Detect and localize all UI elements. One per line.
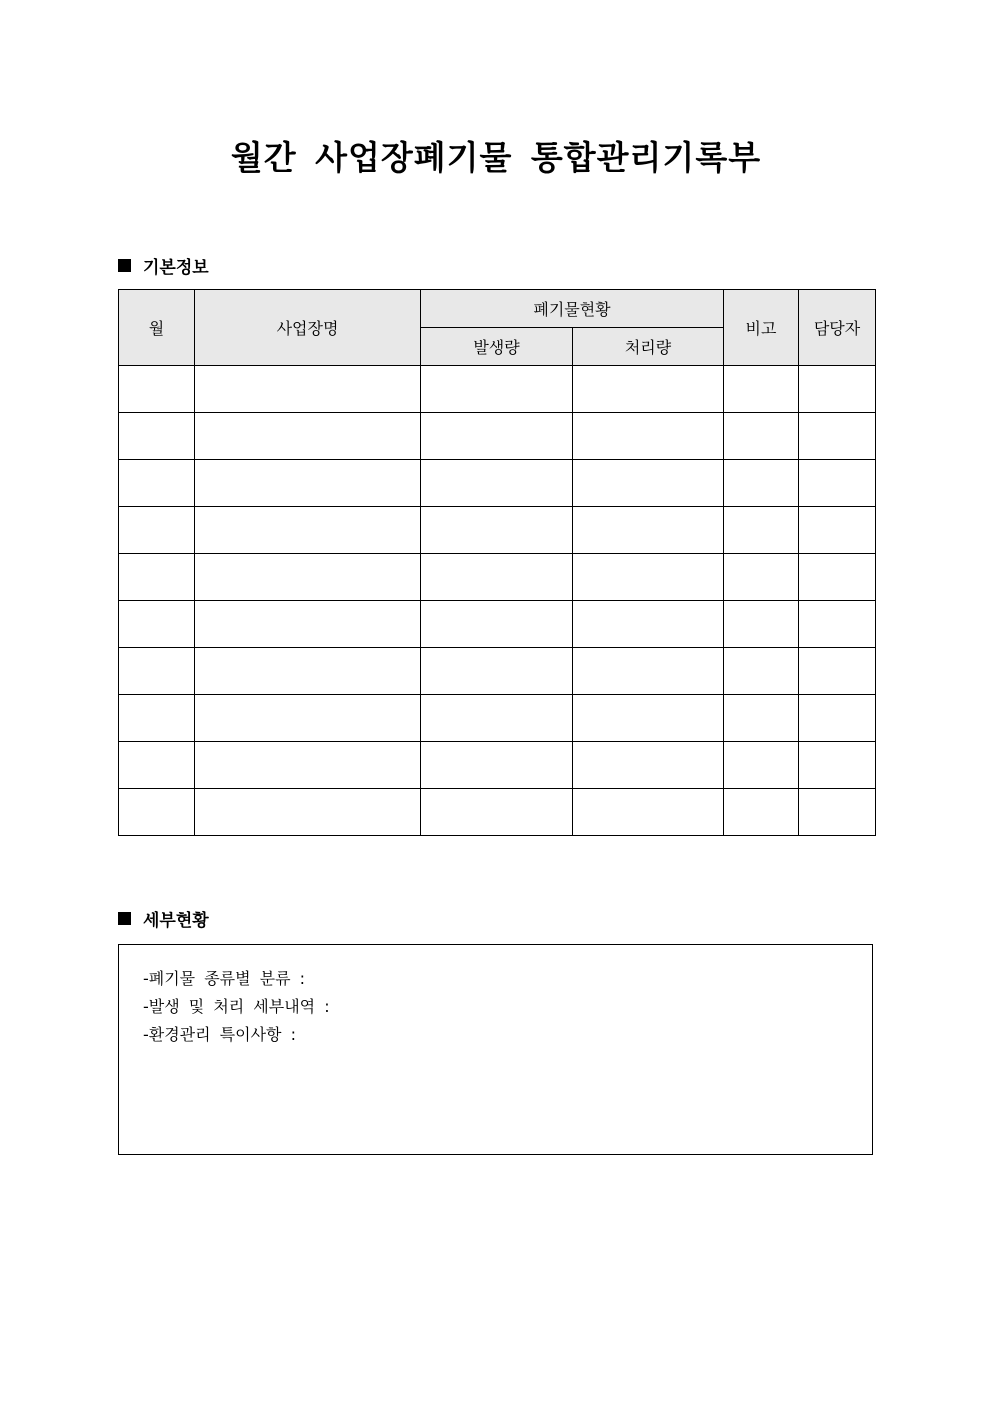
cell-month[interactable]: [119, 601, 195, 648]
cell-generated[interactable]: [421, 648, 573, 695]
cell-manager[interactable]: [799, 695, 876, 742]
cell-remarks[interactable]: [724, 507, 799, 554]
cell-remarks[interactable]: [724, 648, 799, 695]
basic-info-heading-label: 기본정보: [143, 258, 209, 278]
cell-remarks[interactable]: [724, 554, 799, 601]
table-row: [119, 366, 876, 413]
cell-processed[interactable]: [573, 366, 724, 413]
cell-processed[interactable]: [573, 695, 724, 742]
header-site-name: 사업장명: [195, 290, 421, 366]
cell-processed[interactable]: [573, 507, 724, 554]
header-waste-status: 폐기물현황: [421, 290, 724, 328]
table-row: [119, 695, 876, 742]
table-row: [119, 601, 876, 648]
cell-manager[interactable]: [799, 460, 876, 507]
cell-site-name[interactable]: [195, 366, 421, 413]
details-line-environmental-notes: -환경관리 특이사항 :: [143, 1025, 296, 1044]
cell-generated[interactable]: [421, 742, 573, 789]
cell-generated[interactable]: [421, 695, 573, 742]
cell-site-name[interactable]: [195, 413, 421, 460]
header-month: 월: [119, 290, 195, 366]
cell-remarks[interactable]: [724, 789, 799, 836]
cell-processed[interactable]: [573, 789, 724, 836]
cell-remarks[interactable]: [724, 413, 799, 460]
cell-generated[interactable]: [421, 366, 573, 413]
cell-manager[interactable]: [799, 554, 876, 601]
cell-manager[interactable]: [799, 601, 876, 648]
table-row: [119, 648, 876, 695]
header-remarks: 비고: [724, 290, 799, 366]
cell-manager[interactable]: [799, 413, 876, 460]
cell-month[interactable]: [119, 366, 195, 413]
cell-site-name[interactable]: [195, 554, 421, 601]
cell-processed[interactable]: [573, 460, 724, 507]
table-row: [119, 742, 876, 789]
cell-site-name[interactable]: [195, 648, 421, 695]
cell-remarks[interactable]: [724, 366, 799, 413]
details-line-waste-classification: -폐기물 종류별 분류 :: [143, 969, 306, 988]
cell-month[interactable]: [119, 554, 195, 601]
cell-processed[interactable]: [573, 648, 724, 695]
cell-site-name[interactable]: [195, 695, 421, 742]
cell-month[interactable]: [119, 695, 195, 742]
header-manager: 담당자: [799, 290, 876, 366]
cell-generated[interactable]: [421, 789, 573, 836]
table-row: [119, 789, 876, 836]
square-bullet-icon: [118, 259, 131, 272]
cell-manager[interactable]: [799, 366, 876, 413]
table-row: [119, 460, 876, 507]
cell-processed[interactable]: [573, 413, 724, 460]
cell-generated[interactable]: [421, 460, 573, 507]
cell-generated[interactable]: [421, 413, 573, 460]
details-heading: [118, 906, 209, 931]
cell-site-name[interactable]: [195, 601, 421, 648]
details-box[interactable]: [118, 944, 873, 1155]
cell-site-name[interactable]: [195, 742, 421, 789]
cell-month[interactable]: [119, 648, 195, 695]
table-row: [119, 554, 876, 601]
cell-generated[interactable]: [421, 507, 573, 554]
header-processed: 처리량: [573, 328, 724, 366]
header-generated: 발생량: [421, 328, 573, 366]
cell-processed[interactable]: [573, 742, 724, 789]
basic-info-heading: [118, 253, 209, 278]
details-line-generation-processing: -발생 및 처리 세부내역 :: [143, 997, 330, 1016]
cell-month[interactable]: [119, 460, 195, 507]
cell-remarks[interactable]: [724, 460, 799, 507]
cell-remarks[interactable]: [724, 695, 799, 742]
basic-info-table: [118, 289, 876, 836]
square-bullet-icon: [118, 912, 131, 925]
cell-site-name[interactable]: [195, 507, 421, 554]
cell-manager[interactable]: [799, 742, 876, 789]
cell-processed[interactable]: [573, 554, 724, 601]
cell-month[interactable]: [119, 413, 195, 460]
table-row: [119, 413, 876, 460]
cell-month[interactable]: [119, 789, 195, 836]
cell-site-name[interactable]: [195, 460, 421, 507]
cell-month[interactable]: [119, 507, 195, 554]
cell-manager[interactable]: [799, 507, 876, 554]
cell-site-name[interactable]: [195, 789, 421, 836]
cell-remarks[interactable]: [724, 601, 799, 648]
cell-manager[interactable]: [799, 648, 876, 695]
cell-remarks[interactable]: [724, 742, 799, 789]
cell-generated[interactable]: [421, 601, 573, 648]
cell-manager[interactable]: [799, 789, 876, 836]
details-heading-label: 세부현황: [143, 911, 209, 931]
document-title: 월간 사업장폐기물 통합관리기록부: [230, 138, 762, 177]
cell-month[interactable]: [119, 742, 195, 789]
cell-processed[interactable]: [573, 601, 724, 648]
table-row: [119, 507, 876, 554]
cell-generated[interactable]: [421, 554, 573, 601]
